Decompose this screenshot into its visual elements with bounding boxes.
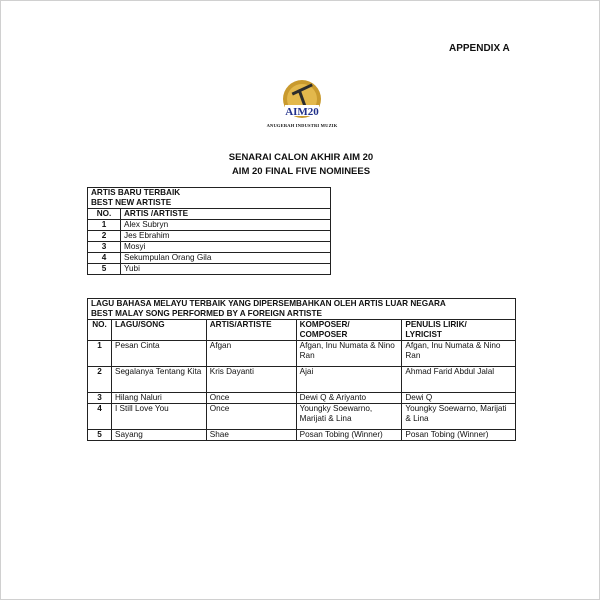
row-no: 1 (88, 220, 121, 231)
header-composer (296, 320, 402, 341)
logo-caption: ANUGERAH INDUSTRI MUZIK (266, 123, 338, 128)
row-song: Segalanya Tentang Kita (111, 367, 206, 393)
header-artist: ARTIS /ARTISTE (121, 209, 331, 220)
row-no: 5 (88, 430, 112, 441)
title-english: AIM 20 FINAL FIVE NOMINEES (231, 166, 371, 177)
best-new-artiste-table (87, 187, 331, 275)
row-lyricist: Posan Tobing (Winner) (402, 430, 516, 441)
row-no: 1 (88, 341, 112, 367)
header-lyricist-line1: PENULIS LIRIK/ (405, 320, 467, 329)
table-title-malay: LAGU BAHASA MELAYU TERBAIK YANG DIPERSEMBAHKAN OLEH ARTIS LUAR NEGARA (91, 299, 446, 308)
row-song: I Still Love You (111, 404, 206, 430)
table-title-english: BEST MALAY SONG PERFORMED BY A FOREIGN ARTISTE (91, 309, 322, 318)
table-row (88, 220, 331, 231)
row-lyricist: Youngky Soewarno, Marijati & Lina (402, 404, 516, 430)
header-lyricist-line2: LYRICIST (405, 330, 442, 339)
row-composer: Ajai (296, 367, 402, 393)
table-title-row (88, 299, 516, 320)
header-lyricist (402, 320, 516, 341)
row-no: 2 (88, 367, 112, 393)
row-artist: Yubi (121, 264, 331, 275)
row-composer: Youngky Soewarno, Marijati & Lina (296, 404, 402, 430)
row-artist: Once (206, 404, 296, 430)
table-row (88, 242, 331, 253)
row-song: Hilang Naluri (111, 393, 206, 404)
row-song: Pesan Cinta (111, 341, 206, 367)
table-row (88, 393, 516, 404)
row-no: 4 (88, 404, 112, 430)
row-song: Sayang (111, 430, 206, 441)
row-artist: Afgan (206, 341, 296, 367)
header-artist: ARTIS/ARTISTE (206, 320, 296, 341)
row-composer: Posan Tobing (Winner) (296, 430, 402, 441)
row-artist: Sekumpulan Orang Gila (121, 253, 331, 264)
header-no: NO. (88, 209, 121, 220)
row-composer: Afgan, Inu Numata & Nino Ran (296, 341, 402, 367)
best-malay-song-foreign-artiste-table (87, 298, 516, 441)
table-row (88, 367, 516, 393)
row-no: 3 (88, 242, 121, 253)
row-artist: Mosyi (121, 242, 331, 253)
header-no: NO. (88, 320, 112, 341)
row-composer: Dewi Q & Ariyanto (296, 393, 402, 404)
table-title-english: BEST NEW ARTISTE (91, 198, 172, 207)
row-artist: Shae (206, 430, 296, 441)
table-title-row (88, 188, 331, 209)
table-row (88, 404, 516, 430)
row-artist: Alex Subryn (121, 220, 331, 231)
appendix-label: APPENDIX A (449, 43, 510, 54)
table-row (88, 341, 516, 367)
row-lyricist: Afgan, Inu Numata & Nino Ran (402, 341, 516, 367)
title-malay: SENARAI CALON AKHIR AIM 20 (228, 152, 374, 163)
table-row (88, 253, 331, 264)
header-composer-line1: KOMPOSER/ (299, 320, 350, 329)
row-no: 3 (88, 393, 112, 404)
logo-wordmark: AIM20 (285, 106, 319, 118)
row-lyricist: Ahmad Farid Abdul Jalal (402, 367, 516, 393)
header-song: LAGU/SONG (111, 320, 206, 341)
row-artist: Jes Ebrahim (121, 231, 331, 242)
row-artist: Once (206, 393, 296, 404)
table-header-row (88, 209, 331, 220)
table-header-row (88, 320, 516, 341)
table-title-malay: ARTIS BARU TERBAIK (91, 188, 181, 197)
row-artist: Kris Dayanti (206, 367, 296, 393)
table-row (88, 231, 331, 242)
row-lyricist: Dewi Q (402, 393, 516, 404)
table-title (88, 188, 331, 209)
table-title (88, 299, 516, 320)
header-composer-line2: COMPOSER (299, 330, 348, 339)
row-no: 2 (88, 231, 121, 242)
row-no: 5 (88, 264, 121, 275)
row-no: 4 (88, 253, 121, 264)
table-row (88, 430, 516, 441)
table-row (88, 264, 331, 275)
